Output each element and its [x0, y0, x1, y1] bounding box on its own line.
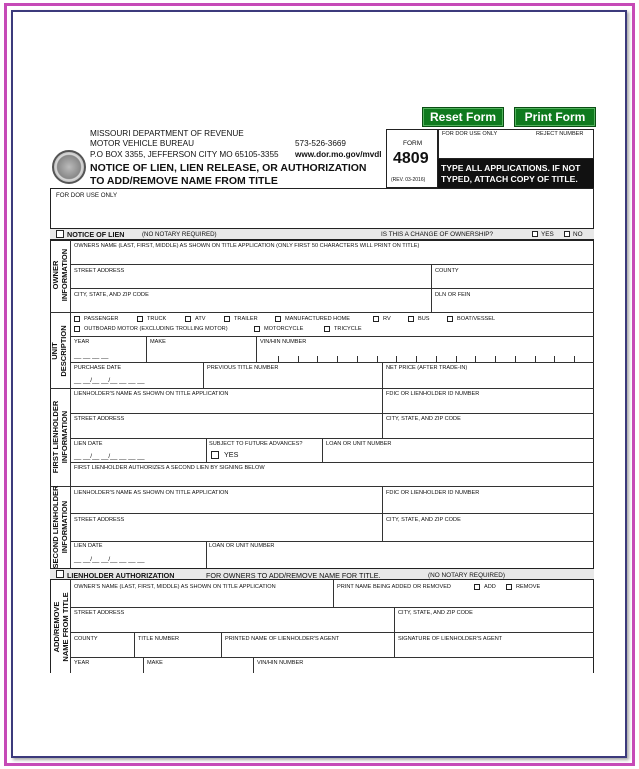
auth-remove-checkbox[interactable] [506, 584, 512, 590]
type-truck-checkbox[interactable] [137, 316, 143, 322]
unit-vin-input[interactable] [258, 355, 594, 362]
auth-owner-name-label: OWNER'S NAME (LAST, FIRST, MIDDLE) AS SHOWN ON TITLE APPLICATION [74, 584, 276, 590]
dor-use-only-area [50, 188, 594, 229]
owner-city-label: CITY, STATE, AND ZIP CODE [74, 292, 149, 298]
print-form-button[interactable]: Print Form [514, 107, 596, 127]
type-outboard-label: OUTBOARD MOTOR (EXCLUDING TROLLING MOTOR) [84, 326, 228, 332]
first-lienholder-section-label: FIRST LIENHOLDER INFORMATION [51, 400, 69, 474]
auth-vin-label: VIN/HIN NUMBER [257, 660, 304, 666]
type-manufactured-home-checkbox[interactable] [275, 316, 281, 322]
first-lien-loan-label: LOAN OR UNIT NUMBER [326, 441, 392, 447]
first-lien-city-label: CITY, STATE, AND ZIP CODE [386, 416, 461, 422]
ownership-question: IS THIS A CHANGE OF OWNERSHIP? [381, 231, 494, 238]
type-truck-label: TRUCK [147, 316, 167, 322]
auth-print-name-label: PRINT NAME BEING ADDED OR REMOVED [337, 584, 451, 590]
advances-yes-label: YES [224, 450, 239, 459]
phone-number: 573-526-3669 [295, 139, 346, 148]
owner-name-label: OWNERS NAME (LAST, FIRST, MIDDLE) AS SHOWN ON TITLE APPLICATION (ONLY FIRST 50 CHARACTERS WILL PRINT ON TITLE) [74, 243, 420, 249]
second-lien-loan-label: LOAN OR UNIT NUMBER [209, 543, 275, 549]
type-tricycle-label: TRICYCLE [334, 326, 362, 332]
auth-street-label: STREET ADDRESS [74, 610, 125, 616]
second-lien-street-label: STREET ADDRESS [74, 517, 125, 523]
unit-make-label: MAKE [150, 339, 166, 345]
reject-number-label: REJECT NUMBER [536, 131, 584, 137]
type-rv-label: RV [383, 316, 391, 322]
auth-year-label: YEAR [74, 660, 90, 666]
state-seal-icon [52, 150, 86, 184]
auth-title-number-label: TITLE NUMBER [138, 636, 180, 642]
unit-year-label: YEAR [74, 339, 90, 345]
ownership-no-checkbox[interactable] [564, 231, 570, 237]
advances-label: SUBJECT TO FUTURE ADVANCES? [209, 441, 303, 447]
type-rv-checkbox[interactable] [373, 316, 379, 322]
type-motorcycle-checkbox[interactable] [254, 326, 260, 332]
type-tricycle-checkbox[interactable] [324, 326, 330, 332]
type-motorcycle-label: MOTORCYCLE [264, 326, 304, 332]
second-lien-date-label: LIEN DATE [74, 543, 103, 549]
notice-of-lien-title: NOTICE OF LIEN [67, 230, 125, 239]
owner-section-label: OWNER INFORMATION [51, 248, 69, 302]
type-manufactured-home-label: MANUFACTURED HOME [285, 316, 350, 322]
auth-county-label: COUNTY [74, 636, 98, 642]
type-outboard-checkbox[interactable] [74, 326, 80, 332]
dor-use-only-label-2: FOR DOR USE ONLY [56, 192, 118, 199]
second-lien-city-label: CITY, STATE, AND ZIP CODE [386, 517, 461, 523]
bureau-name: MOTOR VEHICLE BUREAU [90, 139, 195, 148]
notice-of-lien-bar [50, 228, 594, 240]
ownership-no-label: NO [573, 231, 583, 238]
reset-form-button[interactable]: Reset Form [422, 107, 504, 127]
auth-make-label: MAKE [147, 660, 163, 666]
second-lien-name-label: LIENHOLDER'S NAME AS SHOWN ON TITLE APPLICATION [74, 490, 229, 496]
type-trailer-checkbox[interactable] [224, 316, 230, 322]
unit-section-label: UNIT DESCRIPTION [50, 325, 68, 377]
form-title-line1: NOTICE OF LIEN, LIEN RELEASE, OR AUTHORIZATION [90, 162, 367, 174]
type-passenger-checkbox[interactable] [74, 316, 80, 322]
mailing-address: P.O BOX 3355, JEFFERSON CITY MO 65105-3355 [90, 150, 279, 159]
dor-use-only-label: FOR DOR USE ONLY [442, 131, 498, 137]
auth-add-label: ADD [484, 584, 496, 590]
second-lien-date-blank: __ __/__ __/__ __ __ __ [74, 556, 145, 563]
auth-agent-sig-label: SIGNATURE OF LIENHOLDER'S AGENT [398, 636, 503, 642]
ownership-yes-label: YES [541, 231, 554, 238]
first-lien-date-label: LIEN DATE [74, 441, 103, 447]
form-title-line2: TO ADD/REMOVE NAME FROM TITLE [90, 175, 278, 187]
authorization-note: (NO NOTARY REQUIRED) [428, 572, 506, 579]
purchase-date-blank: __ __/__ __/__ __ __ __ [74, 377, 145, 384]
owner-dln-label: DLN OR FEIN [435, 292, 471, 298]
purchase-date-label: PURCHASE DATE [74, 365, 122, 371]
first-lien-name-label: LIENHOLDER'S NAME AS SHOWN ON TITLE APPLICATION [74, 391, 229, 397]
notice-note: (NO NOTARY REQUIRED) [142, 231, 217, 238]
type-bus-checkbox[interactable] [408, 316, 414, 322]
advances-yes-checkbox[interactable] [211, 451, 219, 459]
typing-instruction: TYPE ALL APPLICATIONS. IF NOT TYPED, ATTACH COPY OF TITLE. [438, 159, 594, 188]
auth-agent-name-label: PRINTED NAME OF LIENHOLDER'S AGENT [225, 636, 340, 642]
auth-city-label: CITY, STATE, AND ZIP CODE [398, 610, 473, 616]
type-bus-label: BUS [418, 316, 430, 322]
form-revision: (REV. 03-2016) [391, 177, 426, 183]
type-passenger-label: PASSENGER [84, 316, 119, 322]
form-number: 4809 [393, 150, 429, 167]
net-price-label: NET PRICE (AFTER TRADE-IN) [386, 365, 468, 371]
notice-of-lien-checkbox[interactable] [56, 230, 64, 238]
authorization-checkbox[interactable] [56, 570, 64, 578]
type-atv-label: ATV [195, 316, 206, 322]
add-remove-section-label: ADD/REMOVE NAME FROM TITLE [52, 592, 70, 662]
owner-county-label: COUNTY [435, 268, 459, 274]
prev-title-label: PREVIOUS TITLE NUMBER [207, 365, 279, 371]
second-lien-fdic-label: FDIC OR LIENHOLDER ID NUMBER [386, 490, 480, 496]
authorization-subtitle: FOR OWNERS TO ADD/REMOVE NAME FOR TITLE. [206, 571, 381, 580]
unit-vin-label: VIN/HIN NUMBER [260, 339, 307, 345]
first-lien-authorizes-label: FIRST LIENHOLDER AUTHORIZES A SECOND LIEN BY SIGNING BELOW [74, 465, 265, 471]
first-lien-street-label: STREET ADDRESS [74, 416, 125, 422]
authorization-title: LIENHOLDER AUTHORIZATION [67, 571, 175, 580]
first-lien-fdic-label: FDIC OR LIENHOLDER ID NUMBER [386, 391, 480, 397]
type-boat-checkbox[interactable] [447, 316, 453, 322]
unit-year-blank: __ __ __ __ [74, 352, 109, 359]
owner-street-label: STREET ADDRESS [74, 268, 125, 274]
dept-name: MISSOURI DEPARTMENT OF REVENUE [90, 129, 244, 138]
ownership-yes-checkbox[interactable] [532, 231, 538, 237]
type-boat-label: BOAT/VESSEL [457, 316, 496, 322]
first-lien-date-blank: __ __/__ __/__ __ __ __ [74, 453, 145, 460]
auth-add-checkbox[interactable] [474, 584, 480, 590]
type-trailer-label: TRAILER [234, 316, 258, 322]
form-label: FORM [403, 140, 423, 147]
website-link[interactable]: www.dor.mo.gov/mvdl [295, 150, 382, 159]
auth-remove-label: REMOVE [516, 584, 541, 590]
second-lienholder-section-label: SECOND LIENHOLDER INFORMATION [51, 485, 69, 569]
type-atv-checkbox[interactable] [185, 316, 191, 322]
